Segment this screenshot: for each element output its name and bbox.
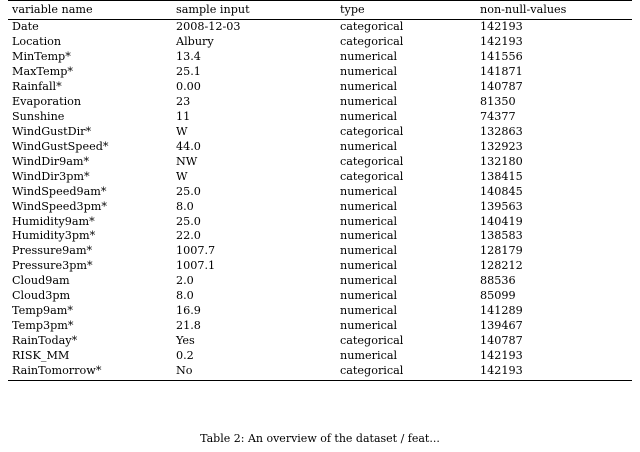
cell-variable-name: Humidity9am*	[12, 214, 95, 228]
cell-variable-name: Rainfall*	[12, 80, 62, 94]
cell-type: numerical	[340, 184, 398, 198]
cell-variable-name: Cloud9am	[12, 274, 70, 288]
table-row	[8, 80, 632, 95]
cell-type: numerical	[340, 244, 398, 258]
table-row	[8, 19, 632, 34]
cell-type: numerical	[340, 319, 398, 333]
table-row	[8, 319, 632, 334]
cell-type: numerical	[340, 348, 398, 362]
cell-sample-input: Yes	[176, 334, 195, 348]
cell-sample-input: 13.4	[176, 50, 201, 64]
cell-sample-input: Albury	[176, 35, 214, 49]
table-header	[8, 1, 632, 20]
cell-non-null-values: 139467	[480, 319, 523, 333]
table-row	[8, 199, 632, 214]
cell-non-null-values: 142193	[480, 35, 523, 49]
cell-sample-input: NW	[176, 154, 198, 168]
cell-variable-name: RainTomorrow*	[8, 363, 172, 380]
table-row	[8, 139, 632, 154]
table-caption	[0, 432, 640, 445]
cell-non-null-values: 132863	[480, 124, 523, 138]
cell-non-null-values: 140419	[480, 214, 523, 228]
table-row	[8, 274, 632, 289]
table-row	[8, 363, 632, 380]
cell-type: numerical	[340, 65, 398, 79]
cell-non-null-values: 141556	[480, 50, 523, 64]
cell-sample-input: 1007.1	[176, 259, 216, 273]
table-row	[8, 109, 632, 124]
cell-variable-name: Cloud3pm	[12, 289, 71, 303]
cell-variable-name: WindSpeed9am*	[12, 184, 107, 198]
cell-type: categorical	[340, 35, 404, 49]
cell-variable-name: WindGustSpeed*	[12, 139, 109, 153]
cell-sample-input: 8.0	[176, 199, 194, 213]
cell-non-null-values: 142193	[476, 363, 632, 380]
table-row	[8, 124, 632, 139]
cell-variable-name: WindSpeed3pm*	[12, 199, 107, 213]
table-row	[8, 259, 632, 274]
table-row	[8, 65, 632, 80]
column-header-type: type	[336, 1, 476, 20]
cell-non-null-values: 81350	[480, 95, 516, 109]
cell-sample-input: 25.1	[176, 65, 201, 79]
cell-sample-input: 8.0	[176, 289, 194, 303]
cell-sample-input: 21.8	[176, 319, 201, 333]
cell-type: numerical	[340, 139, 398, 153]
cell-non-null-values: 138415	[480, 169, 523, 183]
cell-type: categorical	[340, 124, 404, 138]
cell-type: numerical	[340, 95, 398, 109]
cell-non-null-values: 88536	[480, 274, 516, 288]
cell-variable-name: RainToday*	[12, 334, 78, 348]
table-row	[8, 169, 632, 184]
cell-type: numerical	[340, 259, 398, 273]
cell-sample-input: 2008-12-03	[176, 20, 241, 34]
cell-non-null-values: 141871	[480, 65, 523, 79]
table-body	[8, 19, 632, 380]
cell-variable-name: MaxTemp*	[12, 65, 74, 79]
cell-non-null-values: 128179	[480, 244, 523, 258]
table-row	[8, 229, 632, 244]
cell-type: numerical	[340, 109, 398, 123]
cell-type: numerical	[340, 214, 398, 228]
cell-non-null-values: 138583	[480, 229, 523, 243]
dataset-overview-table	[8, 0, 632, 381]
cell-sample-input: 1007.7	[176, 244, 216, 258]
table-row	[8, 304, 632, 319]
cell-type: categorical	[340, 334, 404, 348]
table-row	[8, 94, 632, 109]
cell-variable-name: Sunshine	[12, 109, 65, 123]
cell-variable-name: RISK_MM	[12, 348, 70, 362]
cell-non-null-values: 140845	[480, 184, 523, 198]
cell-type: categorical	[340, 154, 404, 168]
cell-non-null-values: 132923	[480, 139, 523, 153]
cell-sample-input: 0.2	[176, 348, 194, 362]
cell-variable-name: MinTemp*	[12, 50, 71, 64]
cell-sample-input: No	[172, 363, 336, 380]
cell-non-null-values: 74377	[480, 109, 516, 123]
cell-non-null-values: 128212	[480, 259, 523, 273]
cell-sample-input: 25.0	[176, 184, 201, 198]
table-row	[8, 289, 632, 304]
cell-variable-name: WindDir9am*	[12, 154, 90, 168]
table-caption-text: Table 2: An overview of the dataset / feat...	[200, 432, 440, 445]
cell-type: numerical	[340, 50, 398, 64]
table-row	[8, 214, 632, 229]
cell-non-null-values: 132180	[480, 154, 523, 168]
cell-variable-name: Humidity3pm*	[12, 229, 96, 243]
column-header-sample-input: sample input	[172, 1, 336, 20]
cell-sample-input: 2.0	[176, 274, 194, 288]
cell-sample-input: 25.0	[176, 214, 201, 228]
cell-variable-name: Pressure3pm*	[12, 259, 93, 273]
table-row	[8, 244, 632, 259]
cell-sample-input: 44.0	[176, 139, 201, 153]
cell-type: categorical	[340, 20, 404, 34]
cell-non-null-values: 142193	[480, 348, 523, 362]
cell-type: categorical	[340, 169, 404, 183]
table-row	[8, 333, 632, 348]
cell-sample-input: 16.9	[176, 304, 201, 318]
column-header-variable-name: variable name	[8, 1, 172, 20]
cell-sample-input: 22.0	[176, 229, 201, 243]
cell-type: numerical	[340, 199, 398, 213]
cell-sample-input: W	[176, 169, 188, 183]
cell-non-null-values: 142193	[480, 20, 523, 34]
cell-non-null-values: 141289	[480, 304, 523, 318]
table-row	[8, 154, 632, 169]
cell-type: numerical	[340, 289, 398, 303]
cell-variable-name: Temp9am*	[12, 304, 73, 318]
cell-variable-name: Evaporation	[12, 95, 82, 109]
table-header-row	[8, 1, 632, 20]
cell-variable-name: WindDir3pm*	[12, 169, 90, 183]
cell-type: numerical	[340, 274, 398, 288]
cell-type: numerical	[340, 80, 398, 94]
cell-sample-input: 11	[176, 109, 191, 123]
cell-variable-name: Location	[12, 35, 62, 49]
cell-variable-name: Date	[12, 20, 39, 34]
cell-non-null-values: 85099	[480, 289, 516, 303]
cell-type: numerical	[340, 304, 398, 318]
table-row	[8, 50, 632, 65]
column-header-non-null-values: non-null-values	[476, 1, 632, 20]
table-row	[8, 184, 632, 199]
cell-non-null-values: 140787	[480, 334, 523, 348]
table-row	[8, 348, 632, 363]
cell-variable-name: Pressure9am*	[12, 244, 93, 258]
cell-type: categorical	[336, 363, 476, 380]
cell-non-null-values: 139563	[480, 199, 523, 213]
table-row	[8, 35, 632, 50]
cell-sample-input: W	[176, 124, 188, 138]
cell-variable-name: WindGustDir*	[12, 124, 92, 138]
cell-type: numerical	[340, 229, 398, 243]
cell-sample-input: 0.00	[176, 80, 201, 94]
cell-variable-name: Temp3pm*	[12, 319, 74, 333]
cell-sample-input: 23	[176, 95, 191, 109]
cell-non-null-values: 140787	[480, 80, 523, 94]
